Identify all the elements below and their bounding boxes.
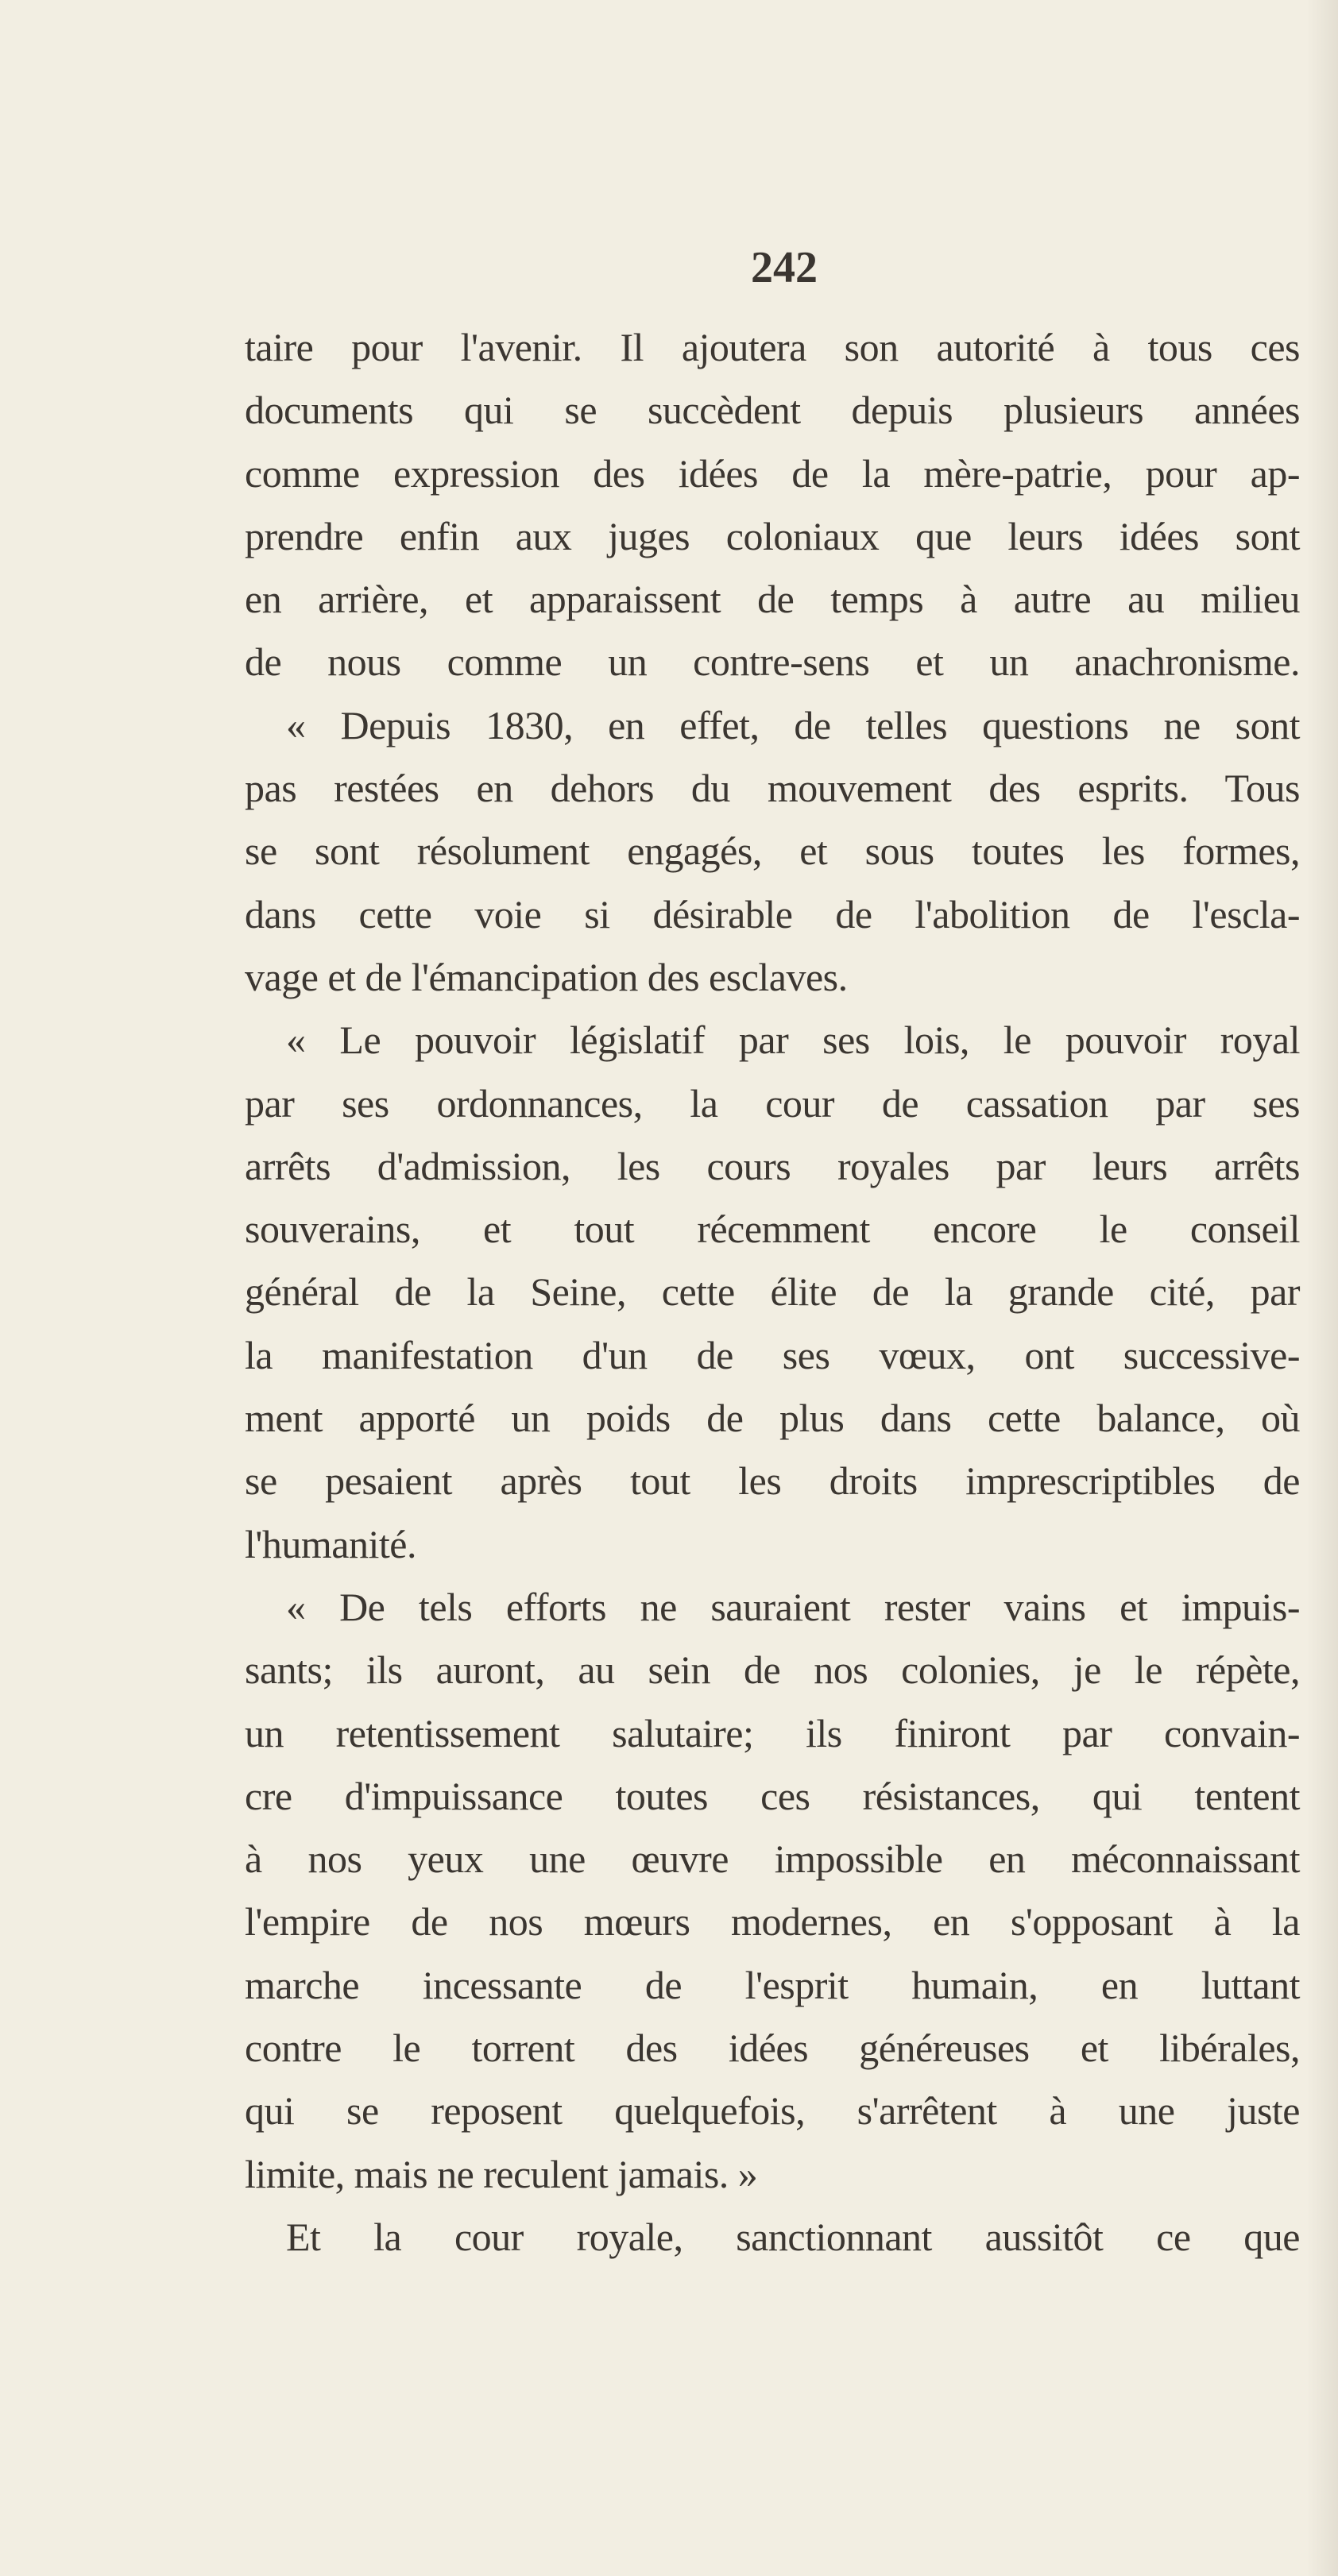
paragraph-start-line: « De tels efforts ne sauraient rester vains et impuis- [286, 1584, 1300, 1629]
text-line: un retentissement salutaire; ils finiront par convain- [245, 1710, 1300, 1755]
text-line: pas restées en dehors du mouvement des esprits. Tous [245, 766, 1300, 811]
text-line: se pesaient après tout les droits imprescriptibles de [245, 1458, 1300, 1504]
paragraph-end-line: limite, mais ne reculent jamais. » [245, 2151, 758, 2196]
body-text [245, 316, 1300, 2269]
text-line: cre d'impuissance toutes ces résistances, qui tentent [245, 1773, 1300, 1818]
page-number: 242 [751, 243, 818, 292]
paragraph-start-line: « Le pouvoir législatif par ses lois, le pouvoir royal [286, 1018, 1300, 1063]
text-line: comme expression des idées de la mère-patrie, pour ap- [245, 450, 1300, 496]
page-edge-shadow [1306, 0, 1338, 2576]
text-line: prendre enfin aux juges coloniaux que leurs idées sont [245, 513, 1300, 558]
paragraph-end-line: vage et de l'émancipation des esclaves. [245, 954, 848, 999]
text-line: par ses ordonnances, la cour de cassation par ses [245, 1080, 1300, 1126]
text-line: qui se reposent quelquefois, s'arrêtent à une juste [245, 2088, 1300, 2134]
text-line: la manifestation d'un de ses vœux, ont successive- [245, 1332, 1300, 1377]
text-line: ment apporté un poids de plus dans cette balance, où [245, 1396, 1300, 1441]
paragraph-start-line: Et la cour royale, sanctionnant aussitôt ce que [286, 2214, 1300, 2259]
text-line: en arrière, et apparaissent de temps à autre au milieu [245, 577, 1300, 622]
text-line: à nos yeux une œuvre impossible en méconnaissant [245, 1836, 1300, 1882]
text-line: arrêts d'admission, les cours royales par leurs arrêts [245, 1143, 1300, 1188]
text-line: dans cette voie si désirable de l'abolition de l'escla- [245, 891, 1300, 937]
text-line: taire pour l'avenir. Il ajoutera son autorité à tous ces [245, 325, 1300, 369]
paragraph-end-line: l'humanité. [245, 1521, 416, 1566]
text-line: de nous comme un contre-sens et un anachronisme. [245, 639, 1300, 685]
text-line: se sont résolument engagés, et sous toutes les formes, [245, 828, 1300, 874]
text-line: contre le torrent des idées généreuses et libérales, [245, 2026, 1300, 2071]
text-line: sants; ils auront, au sein de nos colonies, je le répète, [245, 1647, 1300, 1693]
text-line: général de la Seine, cette élite de la grande cité, par [245, 1269, 1300, 1315]
text-line: souverains, et tout récemment encore le conseil [245, 1207, 1300, 1252]
text-line: l'empire de nos mœurs modernes, en s'opposant à la [245, 1899, 1300, 1945]
text-line: documents qui se succèdent depuis plusieurs années [245, 388, 1300, 433]
text-line: marche incessante de l'esprit humain, en luttant [245, 1962, 1300, 2007]
paragraph-start-line: « Depuis 1830, en effet, de telles questions ne sont [286, 702, 1300, 747]
